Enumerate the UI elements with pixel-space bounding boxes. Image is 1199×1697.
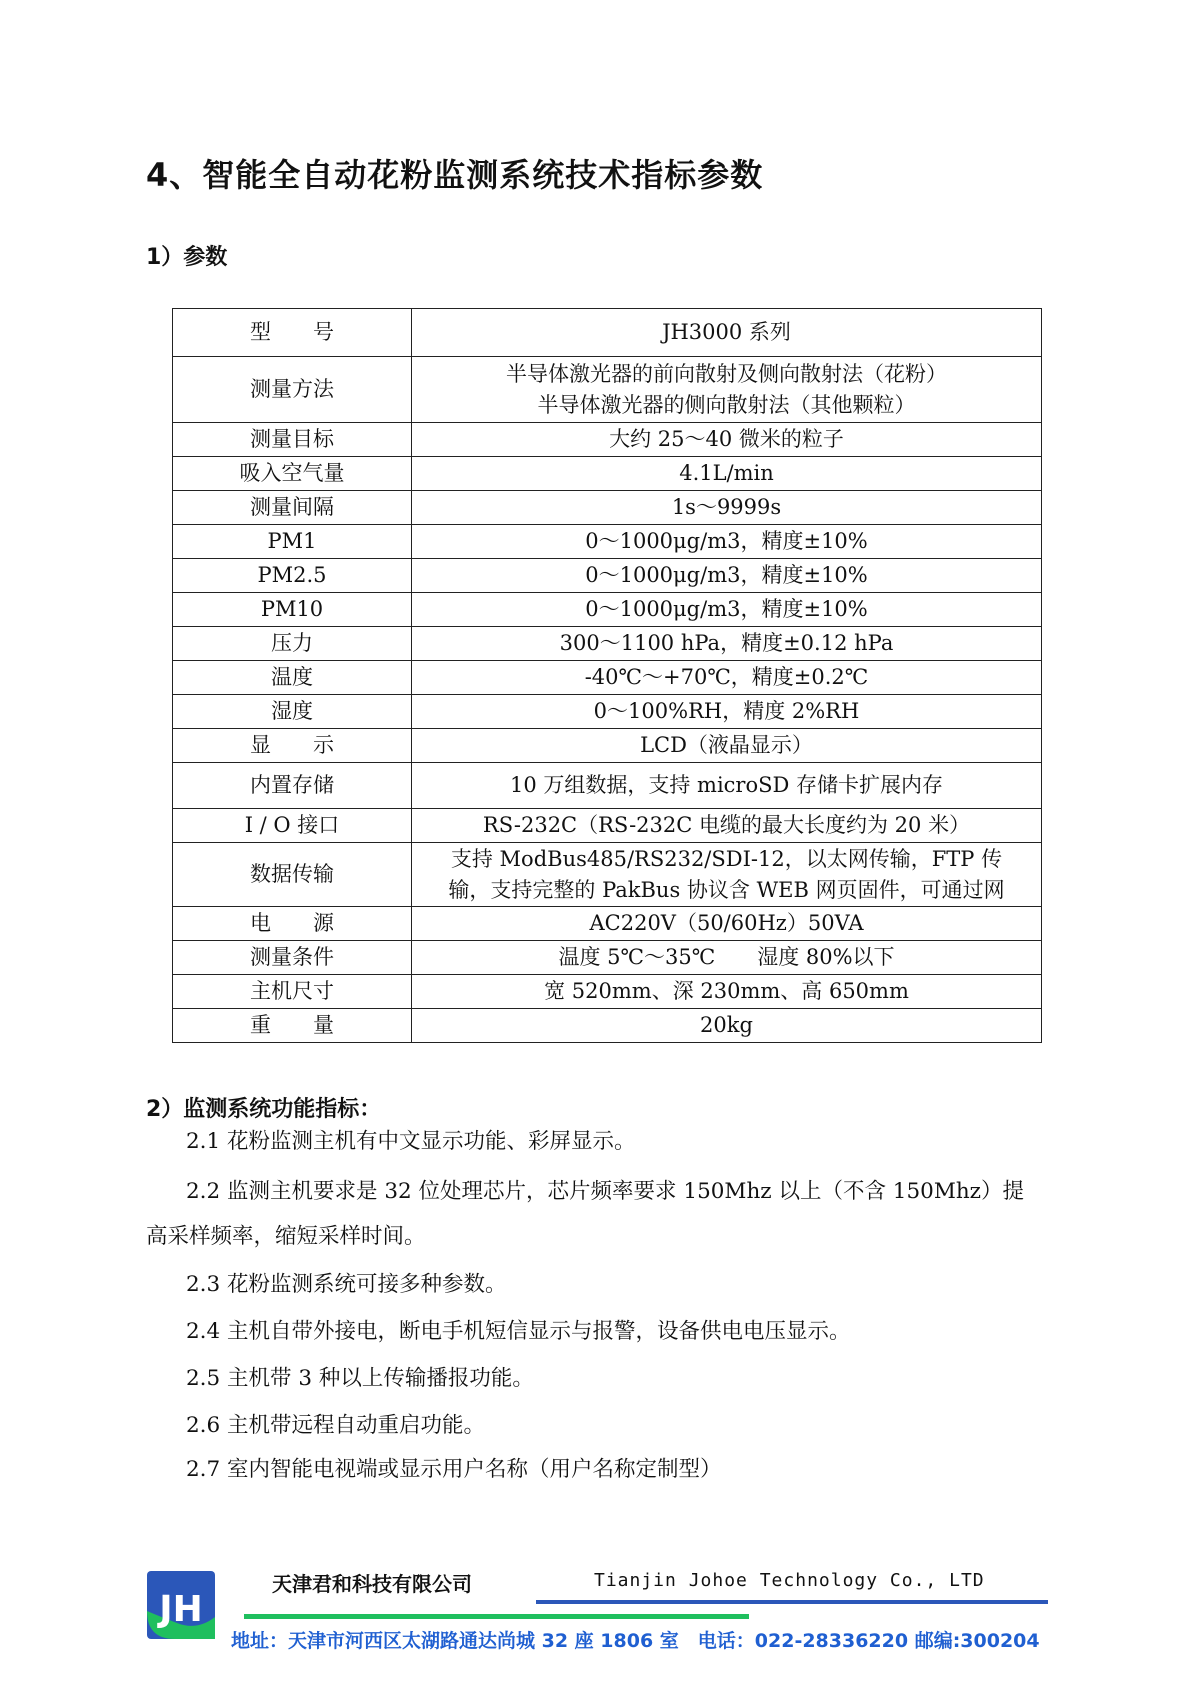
spec-value	[412, 763, 1042, 809]
spec-value	[412, 457, 1042, 491]
spec-label: 吸入空气量	[173, 457, 412, 491]
spec-label: 温度	[173, 661, 412, 695]
spec-row	[173, 457, 1042, 491]
spec-label: PM1	[173, 525, 412, 559]
spec-label: 电 源	[173, 907, 412, 941]
function-item-2-2: 2.2 监测主机要求是 32 位处理芯片，芯片频率要求 150Mhz 以上（不含 150Mhz）提	[186, 1179, 1025, 1204]
function-item-2-7: 2.7 室内智能电视端或显示用户名称（用户名称定制型）	[186, 1457, 722, 1482]
spec-label: PM2.5	[173, 559, 412, 593]
spec-value	[412, 729, 1042, 763]
spec-label: 测量间隔	[173, 491, 412, 525]
function-item-2-5: 2.5 主机带 3 种以上传输播报功能。	[186, 1366, 534, 1391]
spec-label: PM10	[173, 593, 412, 627]
function-item-2-3: 2.3 花粉监测系统可接多种参数。	[186, 1272, 507, 1297]
company-name-en: Tianjin Johoe Technology Co., LTD	[594, 1570, 985, 1591]
footer-green-rule	[244, 1614, 749, 1619]
spec-value-line: LCD（液晶显示）	[640, 733, 813, 757]
spec-value	[412, 941, 1042, 975]
page-title: 4、智能全自动花粉监测系统技术指标参数	[146, 156, 764, 194]
spec-value	[412, 695, 1042, 729]
spec-value-line: JH3000 系列	[662, 320, 791, 344]
spec-label: 测量方法	[173, 357, 412, 423]
spec-row	[173, 357, 1042, 423]
spec-label: 重 量	[173, 1009, 412, 1043]
spec-value	[412, 357, 1042, 423]
spec-value	[412, 423, 1042, 457]
function-item-2-1: 2.1 花粉监测主机有中文显示功能、彩屏显示。	[186, 1129, 636, 1154]
function-item-2-2-cont: 高采样频率，缩短采样时间。	[146, 1224, 426, 1249]
spec-row	[173, 809, 1042, 843]
spec-value	[412, 975, 1042, 1009]
spec-label: 湿度	[173, 695, 412, 729]
spec-value-line: 支持 ModBus485/RS232/SDI-12，以太网传输，FTP 传	[450, 846, 1003, 871]
spec-value-line: 大约 25～40 微米的粒子	[609, 427, 844, 451]
company-name-cn: 天津君和科技有限公司	[272, 1572, 472, 1596]
spec-value	[412, 1009, 1042, 1043]
spec-row	[173, 1009, 1042, 1043]
spec-value-line: 10 万组数据，支持 microSD 存储卡扩展内存	[509, 773, 944, 797]
footer-blue-rule	[536, 1600, 1048, 1604]
spec-value	[412, 559, 1042, 593]
spec-value-line: 1s～9999s	[671, 495, 782, 519]
spec-label: 内置存储	[173, 763, 412, 809]
spec-value	[412, 809, 1042, 843]
spec-value-line: AC220V（50/60Hz）50VA	[589, 911, 864, 935]
spec-value-line: 20kg	[700, 1013, 753, 1037]
spec-row	[173, 423, 1042, 457]
spec-row	[173, 309, 1042, 357]
spec-value-line: 300～1100 hPa，精度±0.12 hPa	[559, 631, 894, 655]
spec-row	[173, 525, 1042, 559]
spec-label: 测量条件	[173, 941, 412, 975]
spec-label: 显 示	[173, 729, 412, 763]
spec-label: 数据传输	[173, 843, 412, 907]
spec-row	[173, 491, 1042, 525]
spec-value	[412, 525, 1042, 559]
spec-value	[412, 661, 1042, 695]
logo-text: JH	[159, 1589, 203, 1630]
spec-row	[173, 661, 1042, 695]
spec-row	[173, 593, 1042, 627]
spec-row	[173, 907, 1042, 941]
spec-value	[412, 593, 1042, 627]
spec-value-line: 输，支持完整的 PakBus 协议含 WEB 网页固件，可通过网	[448, 877, 1005, 902]
spec-table	[172, 308, 1042, 1043]
function-item-2-4: 2.4 主机自带外接电，断电手机短信显示与报警，设备供电电压显示。	[186, 1319, 851, 1344]
company-address: 地址：天津市河西区太湖路通达尚城 32 座 1806 室 电话：022-28336220 邮编:300204	[231, 1630, 1040, 1652]
spec-value	[412, 491, 1042, 525]
spec-label: 型 号	[173, 309, 412, 357]
spec-row	[173, 941, 1042, 975]
function-item-2-6: 2.6 主机带远程自动重启功能。	[186, 1413, 486, 1438]
spec-row	[173, 627, 1042, 661]
spec-value	[412, 627, 1042, 661]
spec-value-line: 0～1000μg/m3，精度±10%	[585, 597, 868, 621]
spec-value-line: 0～1000μg/m3，精度±10%	[585, 563, 868, 587]
spec-value	[412, 843, 1042, 907]
spec-label: 压力	[173, 627, 412, 661]
spec-value-line: 温度 5℃～35℃ 湿度 80%以下	[558, 945, 895, 969]
spec-value-line: 半导体激光器的前向散射及侧向散射法（花粉）	[506, 361, 947, 386]
spec-value-line: 4.1L/min	[679, 461, 774, 485]
spec-value-line: 半导体激光器的侧向散射法（其他颗粒）	[537, 392, 916, 417]
spec-row	[173, 729, 1042, 763]
spec-label: I / O 接口	[173, 809, 412, 843]
spec-row	[173, 763, 1042, 809]
spec-value-line: 0～1000μg/m3，精度±10%	[585, 529, 868, 553]
company-logo-icon	[147, 1571, 215, 1639]
spec-value	[412, 309, 1042, 357]
spec-value-line: -40℃～+70℃，精度±0.2℃	[584, 665, 869, 689]
spec-value-line: 0～100%RH，精度 2%RH	[593, 699, 860, 723]
spec-value	[412, 907, 1042, 941]
spec-label: 测量目标	[173, 423, 412, 457]
spec-value-line: 宽 520mm、深 230mm、高 650mm	[544, 979, 909, 1003]
spec-row	[173, 843, 1042, 907]
section-heading-parameters: 1）参数	[146, 245, 228, 270]
spec-row	[173, 975, 1042, 1009]
spec-row	[173, 695, 1042, 729]
spec-label: 主机尺寸	[173, 975, 412, 1009]
spec-value-line: RS-232C（RS-232C 电缆的最大长度约为 20 米）	[482, 813, 971, 837]
section-heading-functions: 2）监测系统功能指标：	[146, 1097, 382, 1122]
spec-row	[173, 559, 1042, 593]
